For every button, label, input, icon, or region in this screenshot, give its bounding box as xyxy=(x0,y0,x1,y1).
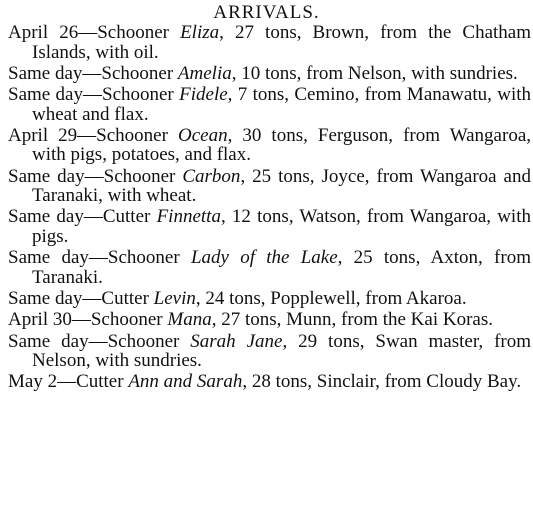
arrival-entry xyxy=(8,126,531,165)
vessel-type: Schooner xyxy=(90,309,163,331)
arrival-details: , 12 tons, Watson, from Wangaroa, with pigs. xyxy=(32,206,531,247)
arrival-date: Same day xyxy=(8,165,85,187)
word-space xyxy=(179,331,190,352)
arrival-details: , 25 tons, Joyce, from Wangaroa and Taranaki, with wheat. xyxy=(32,165,531,207)
date-separator: — xyxy=(82,62,102,84)
ship-name: Levin xyxy=(153,288,196,310)
date-separator: — xyxy=(77,124,97,146)
arrival-date: May 2 xyxy=(8,371,58,393)
ship-name: Ann and Sarah xyxy=(128,371,243,393)
ship-name: Amelia xyxy=(177,62,232,84)
date-separator: — xyxy=(78,22,98,43)
word-space xyxy=(168,125,178,146)
vessel-type: Schooner xyxy=(107,330,180,352)
arrival-date: Same day xyxy=(8,206,84,228)
arrival-details: , 7 tons, Cemino, from Manawatu, with wheat and flax. xyxy=(32,84,531,125)
date-separator: — xyxy=(82,288,102,310)
arrival-entry xyxy=(8,289,531,309)
ship-name: Lady of the Lake xyxy=(190,247,338,269)
arrivals-list xyxy=(8,23,531,394)
date-separator: — xyxy=(83,84,102,106)
arrival-date: Same day xyxy=(8,62,83,84)
arrival-details: , 27 tons, Munn, from the Kai Koras. xyxy=(211,309,493,331)
arrival-entry xyxy=(8,23,531,62)
arrival-details: , 28 tons, Sinclair, from Cloudy Bay. xyxy=(242,371,522,393)
ship-name: Ocean xyxy=(177,124,228,146)
arrival-entry xyxy=(8,332,531,371)
ship-name: Eliza xyxy=(180,22,220,43)
ship-name: Mana xyxy=(167,309,212,331)
page-title: ARRIVALS. xyxy=(213,2,320,23)
arrival-date: April 29 xyxy=(8,124,78,146)
arrival-date: April 30 xyxy=(8,309,72,331)
arrival-date: Same day xyxy=(8,84,83,106)
arrival-entry xyxy=(8,64,531,84)
date-separator: — xyxy=(71,309,91,331)
date-separator: — xyxy=(84,165,104,187)
date-separator: — xyxy=(88,247,108,269)
arrival-details: , 10 tons, from Nelson, with sundries. xyxy=(231,62,518,84)
word-space xyxy=(169,22,180,43)
arrival-entry xyxy=(8,207,531,246)
vessel-type: Schooner xyxy=(107,247,180,269)
arrival-entry xyxy=(8,85,531,124)
vessel-type: Schooner xyxy=(96,124,168,146)
vessel-type: Schooner xyxy=(97,22,169,43)
arrival-details: , 30 tons, Ferguson, from Wangaroa, with pigs, potatoes, and flax. xyxy=(32,124,532,166)
ship-name: Carbon xyxy=(182,165,241,187)
arrival-date: April 26 xyxy=(8,22,79,43)
date-separator: — xyxy=(83,206,103,228)
arrival-date: Same day xyxy=(8,247,89,269)
arrival-entry xyxy=(8,248,531,287)
arrival-details: , 29 tons, Swan master, from Nelson, with sundries. xyxy=(32,330,532,372)
vessel-type: Cutter xyxy=(76,371,124,393)
vessel-type: Cutter xyxy=(102,206,151,228)
date-separator: — xyxy=(57,371,77,393)
arrival-entry xyxy=(8,372,531,392)
arrival-date: Same day xyxy=(8,330,89,352)
arrival-date: Same day xyxy=(8,288,83,310)
date-separator: — xyxy=(88,330,108,352)
arrival-entry xyxy=(8,310,531,330)
vessel-type: Schooner xyxy=(102,84,174,106)
vessel-type: Schooner xyxy=(101,62,174,84)
word-space xyxy=(180,247,191,268)
arrival-entry xyxy=(8,167,531,206)
ship-name: Fidele xyxy=(179,84,228,106)
vessel-type: Schooner xyxy=(103,165,176,187)
arrival-details: , 24 tons, Popplewell, from Akaroa. xyxy=(195,288,467,310)
arrival-details: , 25 tons, Axton, from Taranaki. xyxy=(32,247,531,288)
vessel-type: Cutter xyxy=(101,288,149,310)
arrival-details: , 27 tons, Brown, from the Chatham Islands, with oil. xyxy=(32,22,532,63)
ship-name: Sarah Jane xyxy=(190,330,283,352)
ship-name: Finnetta xyxy=(156,206,221,228)
